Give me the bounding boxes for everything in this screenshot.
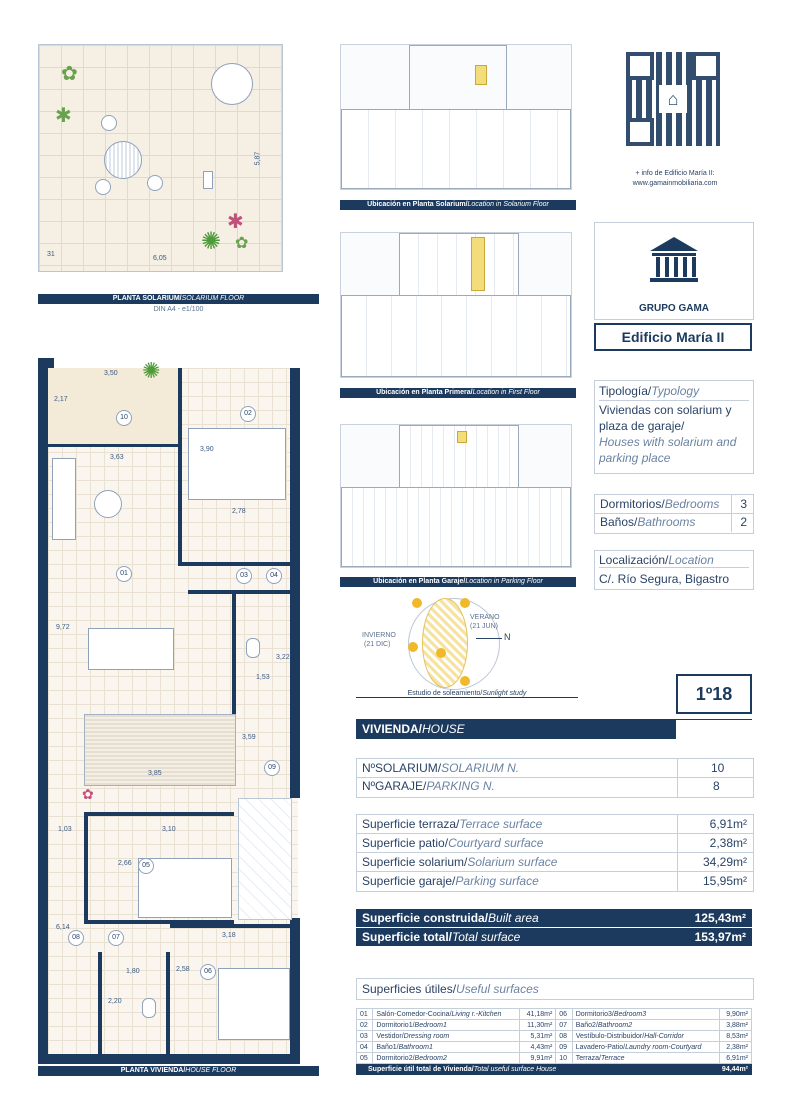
- solarium-plan: [38, 44, 283, 272]
- room-name: Baño1/Bathroom1: [373, 1042, 520, 1053]
- room-area: 2,38m²: [720, 1042, 752, 1053]
- plant-icon: ✺: [201, 228, 222, 255]
- dim-label: 2,66: [118, 860, 132, 867]
- summer-date: (21 JUN): [470, 623, 499, 630]
- terrace-surface-value: 6,91m²: [709, 817, 747, 831]
- typology-label: Tipología/: [599, 384, 652, 398]
- useful-surface-row: [357, 1020, 752, 1031]
- winter-label: INVIERNO: [362, 632, 396, 639]
- qr-info-line1: + info de Edificio María II:: [635, 170, 715, 177]
- winter-date: (21 DIC): [364, 641, 391, 648]
- room-name: Lavadero-Patio/Laundry room-Courtyard: [572, 1042, 719, 1053]
- house-plan: [38, 358, 300, 1064]
- toilet-icon: [142, 998, 156, 1018]
- dining-table: [88, 628, 174, 670]
- room-code: 01: [357, 1009, 373, 1020]
- room-number: 06: [200, 964, 216, 980]
- surfaces-box: Superficie terraza/Terrace surface 6,91m² Superficie patio/Courtyard surface 2,38m² Superficie solarium/Solarium surface 34,29m² Superficie garaje/Parking surface 15,95m²: [356, 814, 754, 892]
- bed-icon: [218, 968, 290, 1040]
- sun-icon: [460, 598, 470, 608]
- solarium-number: 10: [711, 761, 725, 775]
- dim-label: 3,63: [110, 454, 124, 461]
- room-number: 09: [264, 760, 280, 776]
- room-code: 02: [357, 1020, 373, 1031]
- solarium-dim-width: 6,05: [153, 255, 167, 262]
- room-area: 41,18m²: [520, 1009, 556, 1020]
- location-caption-first: Ubicación en Planta Primera/Location in First Floor: [340, 388, 576, 398]
- dim-label: 9,72: [56, 624, 70, 631]
- room-name: Vestidor/Dressing room: [373, 1031, 520, 1042]
- useful-surfaces-table: [356, 1008, 752, 1075]
- solarium-sunbed-icon: [211, 63, 253, 105]
- room-code: 06: [556, 1009, 572, 1020]
- room-number: 10: [116, 410, 132, 426]
- plant-icon: ✺: [142, 358, 161, 383]
- location-map-solarium: [340, 44, 572, 190]
- room-name: Dormitorio1/Bedroom1: [373, 1020, 520, 1031]
- room-code: 09: [556, 1042, 572, 1053]
- chair-icon: [95, 179, 111, 195]
- sun-study-caption: Estudio de soleamiento/Sunlight study: [356, 690, 578, 698]
- bedrooms-value: 3: [740, 497, 747, 511]
- room-code: 05: [357, 1053, 373, 1064]
- unit-highlight: [475, 65, 487, 85]
- room-number: 05: [138, 858, 154, 874]
- dim-label: 6,14: [56, 924, 70, 931]
- total-surface-row: Superficie total/Total surface 153,97m²: [356, 928, 752, 946]
- dim-label: 1,53: [256, 674, 270, 681]
- sofa-icon: [52, 458, 76, 540]
- location-caption-parking: Ubicación en Planta Garaje/Location in Parking Floor: [340, 577, 576, 587]
- location-map-first: [340, 232, 572, 378]
- dim-label: 3,50: [104, 370, 118, 377]
- unit-highlight: [471, 237, 485, 291]
- house-header: VIVIENDA/HOUSE: [356, 719, 676, 739]
- toilet-icon: [246, 638, 260, 658]
- dim-label: 2,78: [232, 508, 246, 515]
- sun-study: [356, 594, 578, 700]
- qr-info-link[interactable]: www.gamainmobiliaria.com: [632, 180, 718, 187]
- useful-surface-row: [357, 1031, 752, 1042]
- chair-icon: [147, 175, 163, 191]
- useful-total-row: Superficie útil total de Vivienda/Total useful surface House 94,44m²: [356, 1064, 752, 1075]
- unit-highlight: [457, 431, 467, 443]
- summer-label: VERANO: [470, 614, 500, 621]
- dim-label: 1,03: [58, 826, 72, 833]
- bed-icon: [188, 428, 286, 500]
- room-area: 11,30m²: [520, 1020, 556, 1031]
- sun-icon: [408, 642, 418, 652]
- solarium-dim-small: 31: [47, 251, 55, 258]
- room-number: 04: [266, 568, 282, 584]
- location-map-parking: [340, 424, 572, 568]
- useful-surface-row: [357, 1042, 752, 1053]
- room-code: 03: [357, 1031, 373, 1042]
- dim-label: 2,17: [54, 396, 68, 403]
- room-number: 07: [108, 930, 124, 946]
- parking-number: 8: [713, 779, 720, 793]
- temple-logo-icon: [648, 235, 700, 285]
- plant-icon: ✿: [235, 235, 249, 252]
- useful-total-value: 94,44m²: [721, 1066, 748, 1073]
- sun-icon: [412, 598, 422, 608]
- group-name: GRUPO GAMA: [639, 303, 709, 314]
- sun-path-icon: [422, 598, 468, 688]
- room-name: Dormitorio2/Bedroom2: [373, 1053, 520, 1064]
- sun-icon: [436, 648, 446, 658]
- bathrooms-value: 2: [740, 515, 747, 529]
- room-name: Salón-Comedor-Cocina/Living r.-Kitchen: [373, 1009, 520, 1020]
- room-name: Dormitorio3/Bedroom3: [572, 1009, 719, 1020]
- useful-surface-row: [357, 1009, 752, 1020]
- house-plan-caption: PLANTA VIVIENDA/HOUSE FLOOR: [38, 1066, 319, 1076]
- room-name: Baño2/Bathroom2: [572, 1020, 719, 1031]
- room-name: Terraza/Terrace: [572, 1053, 719, 1064]
- unit-code: 1º18: [676, 674, 752, 714]
- typology-desc-en2: parking place: [599, 451, 671, 465]
- sun-icon: [460, 676, 470, 686]
- ids-box: NºSOLARIUM/SOLARIUM N. 10 NºGARAJE/PARKING N. 8: [356, 758, 754, 798]
- dim-label: 3,18: [222, 932, 236, 939]
- room-code: 10: [556, 1053, 572, 1064]
- dim-label: 3,22: [276, 654, 290, 661]
- room-area: 6,91m²: [720, 1053, 752, 1064]
- coffee-table: [94, 490, 122, 518]
- typology-desc1: Viviendas con solarium y: [599, 403, 732, 417]
- room-area: 5,31m²: [520, 1031, 556, 1042]
- dim-label: 2,20: [108, 998, 122, 1005]
- parking-surface-value: 15,95m²: [702, 874, 747, 888]
- dim-label: 1,80: [126, 968, 140, 975]
- plant-icon: ✿: [61, 63, 78, 85]
- room-area: 9,90m²: [720, 1009, 752, 1020]
- typology-desc2: plaza de garaje/: [599, 419, 685, 433]
- room-code: 04: [357, 1042, 373, 1053]
- courtyard-surface-value: 2,38m²: [709, 836, 747, 850]
- solarium-dim-height: 5,87: [254, 151, 262, 166]
- built-area-row: Superficie construida/Built area 125,43m²: [356, 909, 752, 927]
- dim-label: 3,90: [200, 446, 214, 453]
- room-name: Vestíbulo-Distribuidor/Hall-Corridor: [572, 1031, 719, 1042]
- room-code: 07: [556, 1020, 572, 1031]
- building-name: Edificio María II: [594, 323, 752, 351]
- useful-surfaces-title: Superficies útiles/Useful surfaces: [356, 978, 754, 1000]
- plant-icon: ✿: [82, 786, 94, 802]
- north-label: N: [504, 632, 511, 642]
- dim-label: 3,85: [148, 770, 162, 777]
- temple-icon: ⌂: [659, 85, 687, 113]
- room-number: 08: [68, 930, 84, 946]
- built-area-value: 125,43m²: [694, 911, 746, 925]
- room-area: 4,43m²: [520, 1042, 556, 1053]
- room-area: 9,91m²: [520, 1053, 556, 1064]
- room-number: 01: [116, 566, 132, 582]
- room-code: 08: [556, 1031, 572, 1042]
- dim-label: 3,59: [242, 734, 256, 741]
- plant-icon: ✱: [55, 105, 72, 127]
- room-number: 03: [236, 568, 252, 584]
- courtyard-area: [238, 798, 292, 920]
- location-caption-solarium: Ubicación en Planta Solarium/Location in Solarium Floor: [340, 200, 576, 210]
- location-box: Localización/Location C/. Río Segura, Bigastro: [594, 550, 754, 590]
- solarium-surface-value: 34,29m²: [702, 855, 747, 869]
- qr-code[interactable]: [626, 52, 720, 146]
- room-number: 02: [240, 406, 256, 422]
- plant-icon: ✱: [227, 211, 244, 233]
- solarium-caption: PLANTA SOLARIUM/SOLARIUM FLOOR: [38, 294, 319, 304]
- solarium-table-icon: [104, 141, 142, 179]
- rooms-box: Dormitorios/Bedrooms 3 Baños/Bathrooms 2: [594, 494, 754, 534]
- useful-surface-row: [357, 1053, 752, 1064]
- scale-note: DIN A4 - e1/100: [153, 306, 204, 313]
- typology-box: Tipología/Typology Viviendas con solarium y plaza de garaje/ Houses with solarium and parking place: [594, 380, 754, 474]
- total-surface-value: 153,97m²: [694, 930, 746, 944]
- chair-icon: [101, 115, 117, 131]
- drain-icon: [203, 171, 213, 189]
- location-value: C/. Río Segura, Bigastro: [599, 572, 730, 586]
- typology-desc-en1: Houses with solarium and: [599, 435, 737, 449]
- brand-box: [594, 222, 754, 320]
- room-area: 3,88m²: [720, 1020, 752, 1031]
- room-area: 8,53m²: [720, 1031, 752, 1042]
- dim-label: 3,10: [162, 826, 176, 833]
- dim-label: 2,58: [176, 966, 190, 973]
